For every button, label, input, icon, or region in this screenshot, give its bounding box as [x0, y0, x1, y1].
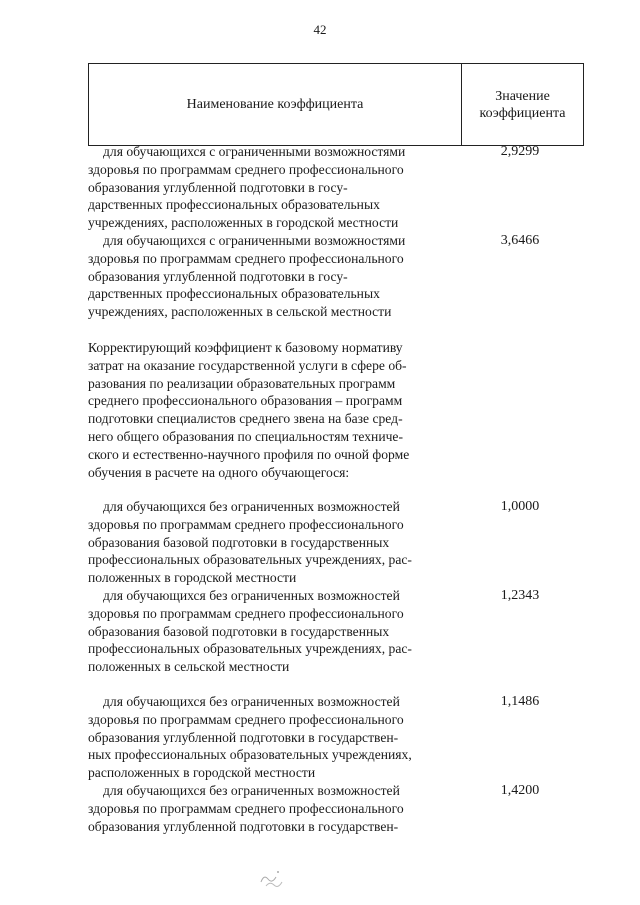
row-value: 3,6466	[500, 233, 540, 248]
row-value: 1,0000	[500, 499, 540, 514]
row-value: 1,2343	[500, 588, 540, 603]
row-description: для обучающихся без ограниченных возможностей здоровья по программам среднего профессионального образования углубленной подготовки в государствен-	[88, 783, 404, 834]
row-description: для обучающихся без ограниченных возможностей здоровья по программам среднего профессионального образования углубленной подготовки в государствен- ных профессиональных образовательных учреждениях, расположенных в городской местности	[88, 694, 412, 781]
row-description: Корректирующий коэффициент к базовому нормативу затрат на оказание государственной услуги в сфере об- разования по реализации образовательных программ среднего профессионального образования – программ подготовки специалистов среднего звена на базе сред- него общего образования по специальностям техниче- ского и естественно-научного профиля по очной форме обучения в расчете на одного обучающегося:	[88, 340, 410, 480]
row-description: для обучающихся без ограниченных возможностей здоровья по программам среднего профессионального образования базовой подготовки в государственных профессиональных образовательных учреждениях, рас- положенных в городской местности	[88, 499, 412, 586]
coefficient-name-header: Наименование коэффициента	[186, 96, 364, 112]
row-description: для обучающихся с ограниченными возможностями здоровья по программам среднего профессионального образования углубленной подготовки в госу- дарственных профессиональных образовательных учреждениях, расположенных в городской местности	[88, 144, 406, 231]
scan-mark	[258, 868, 284, 890]
row-value: 1,4200	[500, 783, 540, 798]
coefficient-value-header: Значение коэффициента	[479, 88, 566, 121]
row-value: 2,9299	[500, 144, 540, 159]
row-description: для обучающихся с ограниченными возможностями здоровья по программам среднего профессионального образования углубленной подготовки в госу- дарственных профессиональных образовательных учреждениях, расположенных в сельской местности	[88, 233, 406, 320]
row-description: для обучающихся без ограниченных возможностей здоровья по программам среднего профессионального образования базовой подготовки в государственных профессиональных образовательных учреждениях, рас- положенных в сельской местности	[88, 588, 412, 675]
row-value: 1,1486	[500, 694, 540, 709]
page-number: 42	[313, 22, 327, 37]
table-header	[88, 63, 584, 146]
